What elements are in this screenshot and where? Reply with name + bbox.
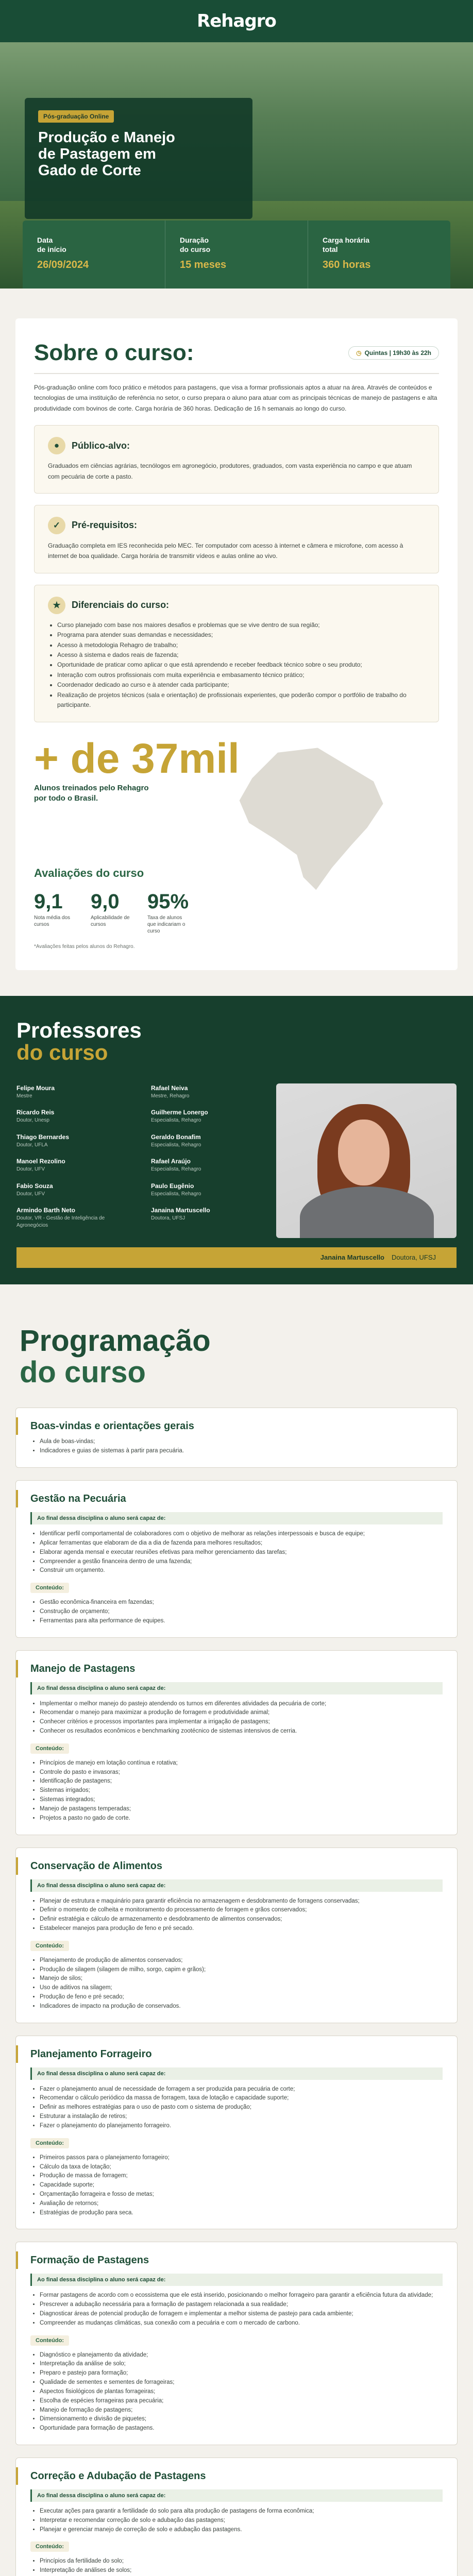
professor-title: Mestre, Rehagro	[151, 1093, 190, 1099]
list-item: • Construção de orçamento;	[40, 1607, 443, 1617]
eval-note: *Avaliações feitas pelos alunos do Rehagro.	[34, 943, 135, 950]
professor-item	[151, 1084, 263, 1100]
list-item: • Implementar o melhor manejo do pastejo atendendo os turnos em diferentes atividades da pecuária de corte;	[40, 1700, 443, 1709]
box-title: Pré-requisitos:	[72, 520, 138, 531]
hero-card	[25, 98, 252, 219]
stat-label: Data de início	[37, 236, 66, 253]
module-title: Manejo de Pastagens	[30, 1663, 136, 1674]
list-item: • Gestão econômica-financeira em fazendas;	[40, 1598, 443, 1607]
list-item: • Estratégias de produção para seca.	[40, 2209, 443, 2218]
professor-title: Doutor, UFV	[16, 1191, 45, 1197]
professors-title	[16, 1020, 142, 1064]
eval-number: 95%	[147, 890, 189, 913]
list-item: • Ferramentas para alta performance de equipes.	[40, 1617, 443, 1626]
hero-banner	[0, 42, 473, 289]
module-card	[15, 2036, 458, 2230]
professor-item	[151, 1158, 263, 1173]
list-item: • Recomendar o cálculo periódico da massa de forragem, taxa de lotação e capacidade suporte;	[40, 2094, 443, 2103]
list-item: • Coordenador dedicado ao curso e à atender cada participante;	[57, 680, 425, 690]
module-content-label: Conteúdo:	[30, 2335, 69, 2346]
professor-title: Especialista, Rehagro	[151, 1191, 201, 1197]
list-item: • Interpretação de análises de solos;	[40, 2566, 443, 2575]
list-item: • Definir as melhores estratégias para o uso de pasto com o sistema de produção;	[40, 2103, 443, 2112]
module-title: Correção e Adubação de Pastagens	[30, 2470, 206, 2482]
module-card	[15, 2242, 458, 2445]
list-item: • Controle do pasto e invasoras;	[40, 1768, 443, 1777]
list-item: • Fazer o planejamento anual de necessidade de forragem a ser produzida para pecuária de corte;	[40, 2085, 443, 2094]
box-text: Graduados em ciências agrárias, tecnólogos em agronegócio, produtores, graduados, com vasta experiência no campo e que atuam com pecuária de corte a pasto.	[48, 462, 412, 480]
module-card	[15, 2458, 458, 2576]
list-item: • Programa para atender suas demandas e necessidades;	[57, 630, 425, 640]
stat-label: Carga horária total	[323, 236, 370, 253]
professor-item	[151, 1207, 263, 1229]
brazil-map-icon	[230, 740, 390, 900]
professor-name: Manoel Rezolino	[16, 1158, 65, 1165]
list-item: • Avaliação de retornos;	[40, 2199, 443, 2209]
module-content-label: Conteúdo:	[30, 1941, 69, 1951]
professor-name: Rafael Araújo	[151, 1158, 191, 1165]
about-title: Sobre o curso:	[34, 340, 194, 365]
box-text: Graduação completa em IES reconhecida pelo MEC. Ter computador com acesso à internet e câmera e microfone, com acesso à internet de boa qualidade. Carga horária de transmitir vídeos e aulas online ao vivo.	[48, 541, 403, 560]
list-item: • Qualidade de sementes e sementes de forrageiras;	[40, 2378, 443, 2387]
students-count	[34, 735, 439, 846]
clock-icon: ◷	[356, 349, 362, 357]
list-item: • Identificação de pastagens;	[40, 1777, 443, 1786]
schedule-pill	[348, 346, 439, 360]
eval-label: Taxa de alunos que indicariam o curso	[147, 914, 185, 934]
professor-title: Especialista, Rehagro	[151, 1117, 201, 1124]
professor-photo	[276, 1083, 457, 1238]
list-item: • Oportunidade para formação de pastagens.	[40, 2424, 443, 2433]
checklist-icon: ✓	[48, 517, 65, 534]
program-title-line1: Programação	[20, 1324, 211, 1358]
box-title: Diferenciais do curso:	[72, 600, 170, 611]
module-content-label: Conteúdo:	[30, 2138, 69, 2148]
program-title-line2: do curso	[20, 1355, 146, 1389]
prerequisites-box	[34, 505, 439, 573]
list-item: • Produção de massa de forragem;	[40, 2172, 443, 2181]
module-card	[15, 1848, 458, 2023]
stat-value: 15 meses	[180, 259, 227, 270]
eval-title: Avaliações do curso	[34, 866, 144, 879]
module-objectives-label: Ao final dessa disciplina o aluno será capaz de:	[30, 1879, 443, 1892]
list-item: • Conhecer os resultados econômicos e benchmarking zootécnico de sistemas intensivos de cerria.	[40, 1727, 443, 1736]
stat-duration	[165, 221, 308, 289]
professor-item	[151, 1109, 263, 1124]
module-objectives	[30, 1437, 443, 1456]
program-title	[0, 1284, 473, 1396]
module-objectives	[30, 2291, 443, 2328]
module-title: Formação de Pastagens	[30, 2255, 149, 2266]
stat-label: Duração do curso	[180, 236, 211, 253]
eval-item	[34, 890, 76, 935]
schedule-text: Quintas | 19h30 às 22h	[364, 349, 431, 357]
professor-name: Ricardo Reis	[16, 1109, 55, 1116]
professor-title: Doutor, UFLA	[16, 1142, 48, 1148]
list-item: • Cálculo da taxa de lotação;	[40, 2163, 443, 2172]
list-item: • Estruturar a instalação de retiros;	[40, 2112, 443, 2122]
students-number: + de 37mil	[34, 735, 240, 782]
list-item: • Acesso à metodologia Rehagro de trabalho;	[57, 640, 425, 650]
module-objectives-label: Ao final dessa disciplina o aluno será capaz de:	[30, 2274, 443, 2286]
top-header	[0, 0, 473, 42]
list-item: • Conhecer critérios e processos importantes para implementar a irrigação de pastagens;	[40, 1718, 443, 1727]
module-content-label: Conteúdo:	[30, 1583, 69, 1593]
list-item: • Elaborar agenda mensal e executar reuniões efetivas para melhor gerenciamento das tarefas;	[40, 1548, 443, 1557]
list-item: • Manejo de silos;	[40, 1974, 443, 1984]
list-item: • Interação com outros profissionais com muita experiência e embasamento técnico prático;	[57, 670, 425, 680]
target-audience-box	[34, 425, 439, 494]
list-item: • Planejamento de produção de alimentos conservados;	[40, 1956, 443, 1965]
list-item: • Executar ações para garantir a fertilidade do solo para alta produção de pastagens de forma econômica;	[40, 2507, 443, 2516]
professor-item	[151, 1133, 263, 1149]
course-tag: Pós-graduação Online	[38, 110, 114, 123]
module-objectives	[30, 2507, 443, 2534]
list-item: • Indicadores e guias de sistemas à partir para pecuária.	[40, 1447, 443, 1456]
list-item: • Fazer o planejamento do planejamento forrageiro.	[40, 2122, 443, 2131]
course-stats	[23, 221, 450, 289]
stat-workload	[308, 221, 450, 289]
eval-label: Aplicabilidade de cursos	[91, 914, 130, 927]
list-item: • Aula de boas-vindas;	[40, 1437, 443, 1447]
list-item: • Definir o momento de colheita e monitoramento do processamento de forragem e grãos conservados;	[40, 1906, 443, 1915]
eval-number: 9,0	[91, 890, 120, 913]
list-item: • Planejar e gerenciar manejo de correção de solo e adubação das pastagens.	[40, 2526, 443, 2535]
list-item: • Uso de aditivos na silagem;	[40, 1984, 443, 1993]
list-item: • Diagnosticar áreas de potencial produção de forragem e implementar a melhor sistema de pastejo para cada ambiente;	[40, 2310, 443, 2319]
professor-item	[151, 1182, 263, 1198]
list-item: • Formar pastagens de acordo com o ecossistema que ele está inserido, posicionando o melhor forrageiro para garantir a eficiência futura da atividade;	[40, 2291, 443, 2300]
module-content	[30, 1759, 443, 1823]
list-item: • Sistemas irrigados;	[40, 1786, 443, 1795]
list-item: • Manejo de formação de pastagens;	[40, 2406, 443, 2415]
module-content	[30, 2154, 443, 2218]
box-title: Público-alvo:	[72, 440, 130, 451]
professor-name: Thiago Bernardes	[16, 1133, 70, 1141]
students-text: Alunos treinados pelo Rehagro por todo o Brasil.	[34, 783, 149, 803]
list-item: • Produção de silagem (silagem de milho, sorgo, capim e grãos);	[40, 1965, 443, 1975]
list-item: • Escolha de espécies forrageiras para pecuária;	[40, 2397, 443, 2406]
module-title: Planejamento Forrageiro	[30, 2048, 152, 2060]
professor-name: Geraldo Bonafim	[151, 1133, 201, 1141]
professor-title: Mestre	[16, 1093, 32, 1099]
list-item: • Definir estratégia e cálculo de armazenamento e desdobramento de alimentos conservados;	[40, 1915, 443, 1924]
list-item: • Produção de feno e pré secado;	[40, 1993, 443, 2002]
module-card	[15, 1480, 458, 1638]
professor-title: Especialista, Rehagro	[151, 1142, 201, 1148]
differentials-box	[34, 585, 439, 722]
course-title: Produção e Manejo de Pastagem em Gado de Corte	[38, 129, 175, 179]
module-content-label: Conteúdo:	[30, 1743, 69, 1754]
professors-list	[16, 1084, 263, 1229]
list-item: • Projetos a pasto no gado de corte.	[40, 1814, 443, 1823]
module-title: Boas-vindas e orientações gerais	[30, 1420, 194, 1432]
list-item: • Aspectos fisiológicos de plantas forrageiras;	[40, 2387, 443, 2397]
featured-name: Janaina Martuscello	[320, 1253, 385, 1262]
about-section	[15, 318, 458, 970]
list-item: • Identificar perfil comportamental de colaboradores com o objetivo de melhorar as relações interpessoais e busca de equipe;	[40, 1530, 443, 1539]
list-item: • Acesso à sistema e dados reais de fazenda;	[57, 650, 425, 660]
module-objectives	[30, 1897, 443, 1934]
professor-item	[16, 1133, 128, 1149]
list-item: • Curso planejado com base nos maiores desafios e problemas que se vive dentro de sua região;	[57, 620, 425, 630]
eval-label: Nota média dos cursos	[34, 914, 71, 927]
list-item: • Manejo de pastagens temperadas;	[40, 1805, 443, 1814]
stat-value: 360 horas	[323, 259, 371, 270]
professor-name: Fabio Souza	[16, 1182, 53, 1190]
module-card	[15, 1650, 458, 1835]
list-item: • Sistemas integrados;	[40, 1795, 443, 1805]
professors-title-line2: do curso	[16, 1040, 108, 1064]
eval-number: 9,1	[34, 890, 63, 913]
module-content	[30, 1956, 443, 2011]
professor-item	[16, 1182, 128, 1198]
list-item: • Recomendar o manejo para maximizar a produção de forragem e produtividade animal;	[40, 1708, 443, 1718]
professors-title-line1: Professores	[16, 1018, 142, 1042]
list-item: • Dimensionamento e divisão de piquetes;	[40, 2415, 443, 2424]
professor-name: Janaina Martuscello	[151, 1207, 210, 1214]
module-objectives	[30, 1700, 443, 1736]
modules-list	[0, 1408, 473, 2576]
professor-title: Especialista, Rehagro	[151, 1166, 201, 1173]
list-item: • Prescrever a adubação necessária para a formação de pastagem relacionada a sua realidade;	[40, 2300, 443, 2310]
list-item: • Princípios da fertilidade do solo;	[40, 2557, 443, 2566]
eval-item	[91, 890, 133, 935]
professor-title: Doutor, UFV	[16, 1166, 45, 1173]
professor-title: Doutora, UFSJ	[151, 1215, 185, 1222]
module-objectives-label: Ao final dessa disciplina o aluno será capaz de:	[30, 2067, 443, 2080]
list-item: • Compreender a gestão financeira dentro de uma fazenda;	[40, 1557, 443, 1567]
featured-title: Doutora, UFSJ	[392, 1253, 436, 1262]
list-item: • Indicadores de impacto na produção de conservados.	[40, 2002, 443, 2011]
list-item: • Oportunidade de praticar como aplicar o que está aprendendo e receber feedback técnico sobre o seu produto;	[57, 660, 425, 670]
professor-title: Doutor, Unesp	[16, 1117, 49, 1124]
module-card	[15, 1408, 458, 1468]
module-objectives-label: Ao final dessa disciplina o aluno será capaz de:	[30, 1512, 443, 1524]
list-item: • Interpretação da análise de solo;	[40, 2360, 443, 2369]
eval-item	[147, 890, 190, 935]
list-item: • Preparo e pastejo para formação;	[40, 2369, 443, 2378]
list-item: • Orçamentação forrageira e fosso de metas;	[40, 2190, 443, 2199]
module-content	[30, 1598, 443, 1625]
differentials-list	[48, 620, 425, 710]
professor-item	[16, 1084, 128, 1100]
professors-section	[0, 996, 473, 1284]
professor-item	[16, 1207, 128, 1229]
module-title: Conservação de Alimentos	[30, 1860, 163, 1872]
module-objectives	[30, 1530, 443, 1575]
module-content	[30, 2557, 443, 2576]
module-objectives-label: Ao final dessa disciplina o aluno será capaz de:	[30, 2489, 443, 2502]
module-content	[30, 2351, 443, 2433]
rehagro-logo[interactable]: Rehagro	[197, 11, 276, 31]
professor-name: Paulo Eugênio	[151, 1182, 194, 1190]
professor-title: Doutor, VR - Gestão de Inteligência de Agronegócios	[16, 1215, 105, 1228]
list-item: • Planejar de estrutura e maquinário para garantir eficiência no armazenagem e desdobramento de forragens conservadas;	[40, 1897, 443, 1906]
list-item: • Diagnóstico e planejamento da atividade;	[40, 2351, 443, 2360]
star-icon: ★	[48, 597, 65, 614]
professor-name: Felipe Moura	[16, 1084, 55, 1092]
featured-professor-bar	[16, 1247, 457, 1268]
list-item: • Compreender as mudanças climáticas, sua conexão com a pecuária e com o mercado de carbono.	[40, 2319, 443, 2328]
module-objectives-label: Ao final dessa disciplina o aluno será capaz de:	[30, 1682, 443, 1694]
about-text: Pós-graduação online com foco prático e métodos para pastagens, que visa a formar profissionais aptos a atuar na área. Através de conteúdos e tecnologias de uma instituição de referência no setor, o curso prepara o aluno para atuar com as principais técnicas de manejo de pastagens e alta produtividade com bovinos de corte. Carga horária de 360 horas. Dedicação de 16 h semanais ao longo do curso.	[34, 384, 437, 412]
list-item: • Capacidade suporte;	[40, 2181, 443, 2190]
professor-name: Rafael Neiva	[151, 1084, 188, 1092]
audience-icon: ●	[48, 437, 65, 454]
professor-name: Guilherme Lonergo	[151, 1109, 208, 1116]
photo-face	[338, 1120, 390, 1185]
stat-value: 26/09/2024	[37, 259, 89, 270]
module-title: Gestão na Pecuária	[30, 1493, 126, 1505]
stat-start-date	[23, 221, 165, 289]
list-item: • Interpretar e recomendar correção de solo e adubação das pastagens;	[40, 2516, 443, 2526]
module-content-label: Conteúdo:	[30, 2541, 69, 2552]
professor-item	[16, 1109, 128, 1124]
about-header	[34, 340, 439, 374]
list-item: • Aplicar ferramentas que elaboram de dia a dia de fazenda para melhores resultados;	[40, 1539, 443, 1548]
list-item: • Estabelecer manejos para produção de feno e pré secado.	[40, 1924, 443, 1934]
list-item: • Primeiros passos para o planejamento forrageiro;	[40, 2154, 443, 2163]
list-item: • Princípios de manejo em lotação contínua e rotativa;	[40, 1759, 443, 1768]
professor-name: Armindo Barth Neto	[16, 1207, 75, 1214]
module-objectives	[30, 2085, 443, 2131]
list-item: • Construir um orçamento.	[40, 1566, 443, 1575]
professor-item	[16, 1158, 128, 1173]
list-item: • Realização de projetos técnicos (sala e orientação) de profissionais experientes, que poderão compor o portfólio de trabalho do participante.	[57, 690, 425, 710]
